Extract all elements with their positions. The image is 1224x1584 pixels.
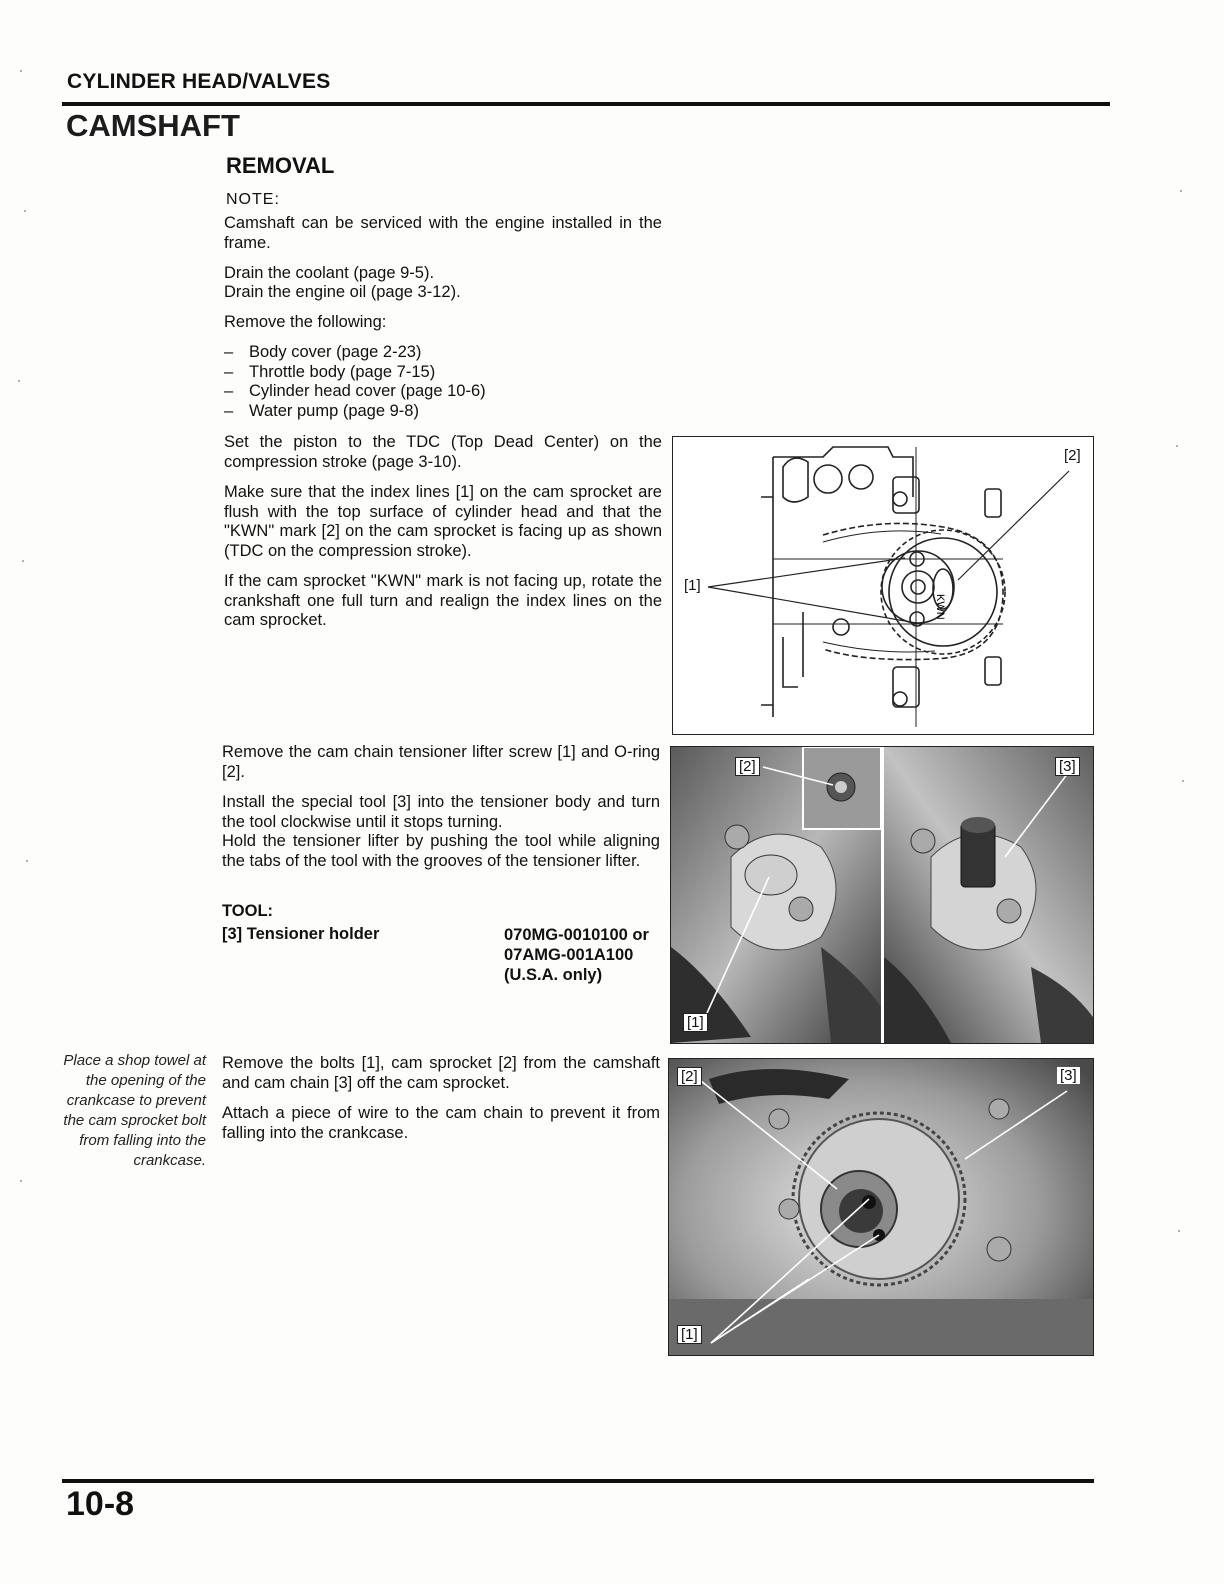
note-text: Camshaft can be serviced with the engine installed in the frame. [224, 214, 662, 252]
removal-heading: REMOVAL [226, 153, 335, 178]
fig1-callout-2: [2] [1061, 447, 1084, 464]
hold-lifter-text: Hold the tensioner lifter by pushing the tool while aligning the tabs of the tool with the grooves of the tensioner lifter. [222, 832, 660, 870]
sprocket-photo-figure [668, 1058, 1094, 1356]
remove-items-list [224, 343, 662, 421]
attach-wire-text: Attach a piece of wire to the cam chain to prevent it from falling into the crankcase. [222, 1104, 660, 1142]
tensioner-photo-drawing [671, 747, 1093, 1043]
tool-part-number-1: 070MG-0010100 or [504, 926, 649, 944]
tdc-text: Set the piston to the TDC (Top Dead Center) on the compression stroke (page 3-10). [224, 433, 662, 471]
fig3-callout-3: [3] [1057, 1067, 1080, 1084]
fig2-callout-2: [2] [735, 757, 760, 776]
list-item: – Body cover (page 2-23) [224, 343, 662, 363]
tool-part-number-2: 07AMG-001A100 [504, 946, 634, 964]
rotate-text: If the cam sprocket "KWN" mark is not facing up, rotate the crankshaft one full turn and realign the index lines on the cam sprocket. [224, 572, 662, 629]
tool-name: [3] Tensioner holder [222, 925, 380, 943]
section-title: CYLINDER HEAD/VALVES [67, 70, 331, 93]
side-note: Place a shop towel at the opening of the crankcase to prevent the cam sprocket bolt from falling into the crankcase. [63, 1052, 206, 1169]
note-label: NOTE: [226, 191, 280, 208]
fig3-callout-1: [1] [677, 1325, 702, 1344]
page-number: 10-8 [66, 1485, 135, 1523]
drain-oil-text: Drain the engine oil (page 3-12). [224, 283, 461, 301]
list-item: – Cylinder head cover (page 10-6) [224, 382, 662, 402]
list-item: – Throttle body (page 7-15) [224, 363, 662, 383]
index-lines-text: Make sure that the index lines [1] on the cam sprocket are flush with the top surface of cylinder head and that the "KWN" mark [2] on the cam sprocket is facing up as shown (TDC on the compression stroke). [224, 483, 662, 560]
fig3-callout-2: [2] [677, 1067, 702, 1086]
fig1-callout-1: [1] [681, 577, 704, 594]
list-item: – Water pump (page 9-8) [224, 402, 662, 422]
install-tool-text: Install the special tool [3] into the tensioner body and turn the tool clockwise until it stops turning. [222, 793, 660, 831]
fig2-callout-1: [1] [683, 1013, 708, 1032]
page-title: CAMSHAFT [66, 108, 240, 143]
tool-part-number-3: (U.S.A. only) [504, 966, 603, 984]
fig2-callout-3: [3] [1055, 757, 1080, 776]
tool-heading: TOOL: [222, 902, 274, 920]
remove-following-text: Remove the following: [224, 313, 387, 331]
tensioner-photo-figure [670, 746, 1094, 1044]
cam-sprocket-diagram [672, 436, 1094, 735]
cam-sprocket-drawing [673, 437, 1093, 734]
drain-coolant-text: Drain the coolant (page 9-5). [224, 264, 435, 282]
header-rule [62, 102, 1110, 106]
kwn-mark: KWN [934, 594, 946, 620]
remove-bolts-text: Remove the bolts [1], cam sprocket [2] from the camshaft and cam chain [3] off the cam sprocket. [222, 1054, 660, 1092]
remove-screw-text: Remove the cam chain tensioner lifter screw [1] and O-ring [2]. [222, 743, 660, 781]
footer-rule [62, 1479, 1094, 1483]
sprocket-photo-drawing [669, 1059, 1093, 1355]
